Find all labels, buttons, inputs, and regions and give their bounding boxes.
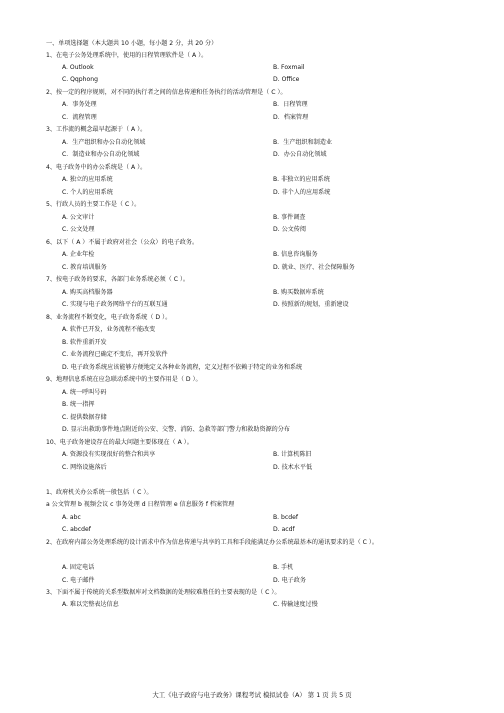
s2-q2-option-b: B. 手机 xyxy=(273,564,294,571)
question-9-stem: 9、地理信息系统在应急联动系统中的主要作用是（ D ）。 xyxy=(46,376,202,383)
q5-option-b: B. 事件调查 xyxy=(273,214,306,221)
s2-q1-option-b: B. bcdef xyxy=(273,514,299,521)
q8-option-b: B. 软件重新开发 xyxy=(62,339,107,346)
s2-question-1-stem: 1、政府机关办公系统一般包括（ C ）。 xyxy=(46,489,153,496)
q10-option-d: D. 技术水平低 xyxy=(273,464,313,471)
q7-option-a: A. 购买高档服务器 xyxy=(62,289,113,296)
s2-question-1-items: a 公文管理 b 视频会议 c 事务处理 d 日程管理 e 信息服务 f 档案管理 xyxy=(46,501,235,508)
q10-option-a: A. 资源没有实现很好的整合和共享 xyxy=(62,451,156,458)
q1-option-b: B. Foxmail xyxy=(273,64,305,71)
s2-q2-option-a: A. 固定电话 xyxy=(62,564,95,571)
q5-option-a: A. 公文审计 xyxy=(62,214,95,221)
q4-option-b: B. 非独立的应用系统 xyxy=(273,176,330,183)
q2-option-b: B．日程管理 xyxy=(273,101,308,108)
q5-option-d: D. 公文传阅 xyxy=(273,226,306,233)
q10-option-c: C. 网络设施落后 xyxy=(62,464,107,471)
question-2-stem: 2、按一定的程序规则，对不同的执行者之间的信息传递和任务执行的活动管理是（ C ）。 xyxy=(46,89,287,96)
q9-option-b: B. 统一指挥 xyxy=(62,401,95,408)
q3-option-a: A．生产组织和办公自动化领域 xyxy=(62,139,146,146)
question-7-stem: 7、按电子政务的要求，各部门业务系统必须（ C ）。 xyxy=(46,276,190,283)
q9-option-d: D. 显示出救助事件地点附近的公安、交警、消防、急救等部门警力和救助资源的分布 xyxy=(62,426,290,433)
q3-option-b: B．生产组织和制造业 xyxy=(273,139,333,146)
s2-q3-option-c: C. 传输速度过慢 xyxy=(273,601,318,608)
q8-option-d: D. 电子政务系统应该能够方便地定义各种业务流程，定义过程不依赖于特定的业务和系统 xyxy=(62,364,303,371)
q1-option-c: C. Qqphong xyxy=(62,76,98,83)
q4-option-d: D. 非个人的应用系统 xyxy=(273,189,331,196)
section-header: 一、单项选择题（本大题共 10 小题，每小题 2 分，共 20 分） xyxy=(46,40,218,47)
q5-option-c: C. 公文处理 xyxy=(62,226,95,233)
q6-option-c: C. 教育培训服务 xyxy=(62,264,107,271)
s2-question-2-stem: 2、在政府内部公务处理系统的设计需求中作为信息传递与共享的工具和手段能满足办公系统最基本的通讯要求的是（ C ）。 xyxy=(46,539,378,546)
q9-option-a: A. 统一呼叫号码 xyxy=(62,389,107,396)
question-5-stem: 5、行政人员的主要工作是（ C ）。 xyxy=(46,201,141,208)
q10-option-b: B. 计算机陈旧 xyxy=(273,451,312,458)
q2-option-c: C．流程管理 xyxy=(62,114,97,121)
question-10-stem: 10、电子政务建设存在的最大问题主要体现在（ A ）。 xyxy=(46,439,193,446)
q6-option-b: B. 信息咨询服务 xyxy=(273,251,318,258)
q4-option-a: A. 独立的应用系统 xyxy=(62,176,113,183)
page-footer: 大工《电子政府与电子政务》课程考试 模拟试卷（A） 第 1 页 共 5 页 xyxy=(152,691,352,699)
q1-option-a: A. Outlook xyxy=(62,64,94,71)
q3-option-d: D．办公自动化领域 xyxy=(273,151,327,158)
question-1-stem: 1、在电子公务处理系统中，使用的日程管理软件是（ A ）。 xyxy=(46,52,208,59)
s2-question-3-stem: 3、下面不属于传统的关系型数据库对文档数据的处理较难胜任的主要表现的是（ C ）。 xyxy=(46,589,281,596)
q8-option-a: A. 软件已开发，业务流程不能改变 xyxy=(62,326,156,333)
q7-option-b: B. 购买数据库系统 xyxy=(273,289,324,296)
s2-q3-option-a: A. 难以完整表达信息 xyxy=(62,601,119,608)
q6-option-d: D. 就业、医疗、社会保障服务 xyxy=(273,264,355,271)
s2-q1-option-a: A. abc xyxy=(62,514,81,521)
q6-option-a: A. 企业年检 xyxy=(62,251,95,258)
question-6-stem: 6、以下（ A ）不属于政府对社会（公众）的电子政务。 xyxy=(46,239,199,246)
s2-q2-option-c: C. 电子邮件 xyxy=(62,577,95,584)
q2-option-d: D．档案管理 xyxy=(273,114,309,121)
s2-q1-option-c: C. abcdef xyxy=(62,526,91,533)
q2-option-a: A．事务处理 xyxy=(62,101,97,108)
question-3-stem: 3、工作流的概念最早起源于（ A ）。 xyxy=(46,126,147,133)
s2-q2-option-d: D. 电子政务 xyxy=(273,577,306,584)
q4-option-c: C. 个人的应用系统 xyxy=(62,189,113,196)
q7-option-c: C. 实现与电子政务网络平台的互联互通 xyxy=(62,301,168,308)
s2-q1-option-d: D. acdf xyxy=(273,526,295,533)
question-4-stem: 4、电子政务中的办公系统是（ A ）。 xyxy=(46,164,147,171)
q7-option-d: D. 按照新的规划，重新建设 xyxy=(273,301,349,308)
q1-option-d: D. Office xyxy=(273,76,300,83)
q8-option-c: C. 业务流程已确定不变后，再开发软件 xyxy=(62,351,168,358)
question-8-stem: 8、业务流程不断变化，电子政务系统（ D ）。 xyxy=(46,314,172,321)
q3-option-c: C．制造业和办公自动化领域 xyxy=(62,151,140,158)
q9-option-c: C. 提供数据存储 xyxy=(62,414,107,421)
